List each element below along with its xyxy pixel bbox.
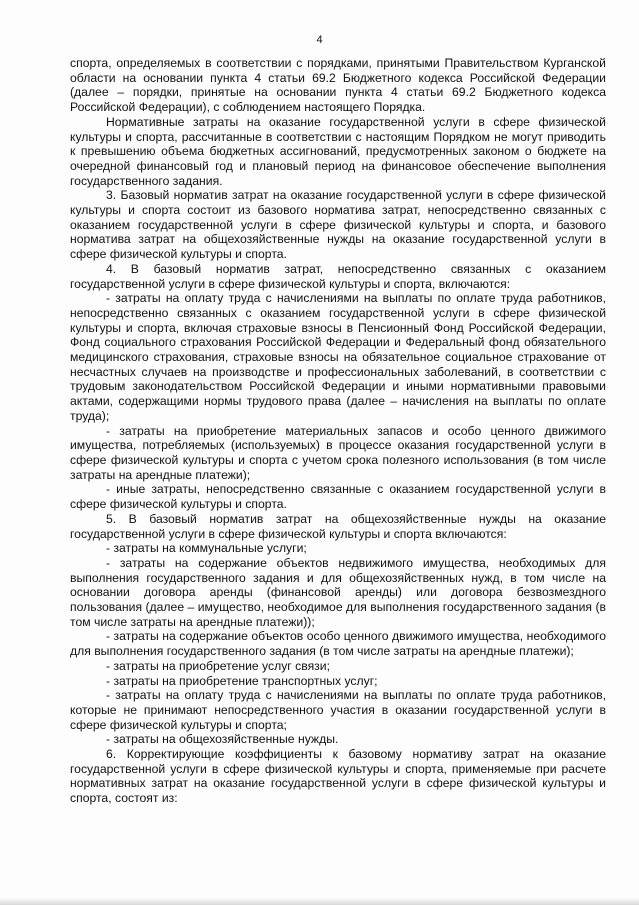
paragraph: 4. В базовый норматив затрат, непосредственно связанных с оказанием государственной услуги в сфере физической культуры и спорта, включаются: (70, 261, 606, 291)
paragraph: - затраты на коммунальные услуги; (106, 541, 307, 556)
paragraph: - затраты на приобретение материальных запасов и особо ценного движимого имущества, потребляемых (используемых) в процессе оказания государственной услуги в сфере физической культуры и спорта с учетом срока полезного использования (в том числе затраты на арендные платежи); (70, 423, 606, 482)
paragraph: - затраты на приобретение транспортных услуг; (106, 673, 378, 688)
page-bottom-edge (0, 897, 639, 905)
paragraph: - затраты на общехозяйственные нужды. (106, 732, 339, 747)
paragraph: 5. В базовый норматив затрат на общехозяйственные нужды на оказание государственной услуги в сфере физической культуры и спорта включаются: (70, 511, 606, 541)
paragraph: Нормативные затраты на оказание государственной услуги в сфере физической культуры и спорта, рассчитанные в соответствии с настоящим Порядком не могут приводить к превышению объема бюджетных ассигнований, предусмотренных законом о бюджете на очередной финансовый год и плановый период на финансовое обеспечение выполнения государственного задания. (70, 114, 606, 188)
paragraph: - затраты на содержание объектов недвижимого имущества, необходимых для выполнения государственного задания и для общехозяйственных нужд, в том числе на основании договора аренды (финансовой аренды) или договора безвозмездного пользования (далее – имущество, необходимое для выполнения государственного задания (в том числе затраты на арендные платежи)); (70, 555, 606, 629)
paragraph: - затраты на оплату труда с начислениями на выплаты по оплате труда работников, которые не принимают непосредственного участия в оказании государственной услуги в сфере физической культуры и спорта; (70, 688, 606, 732)
paragraph: 3. Базовый норматив затрат на оказание государственной услуги в сфере физической культуры и спорта состоит из базового норматива затрат, непосредственно связанных с оказанием государственной услуги в сфере физической культуры и спорта, и базового норматива затрат на общехозяйственные нужды на оказание государственной услуги в сфере физической культуры и спорта. (70, 188, 606, 262)
paragraph: - затраты на приобретение услуг связи; (106, 658, 330, 673)
paragraph: - затраты на содержание объектов особо ценного движимого имущества, необходимого для выполнения государственного задания (в том числе затраты на арендные платежи); (70, 629, 606, 659)
paragraph: 6. Корректирующие коэффициенты к базовому нормативу затрат на оказание государственной услуги в сфере физической культуры и спорта, применяемые при расчете нормативных затрат на оказание государственной услуги в сфере физической культуры и спорта, состоят из: (70, 747, 606, 806)
paragraph: спорта, определяемых в соответствии с порядками, принятыми Правительством Курганской области на основании пункта 4 статьи 69.2 Бюджетного кодекса Российской Федерации (далее – порядки, принятые на основании пункта 4 статьи 69.2 Бюджетного кодекса Российской Федерации), с соблюдением настоящего Порядка. (70, 56, 606, 115)
document-body (70, 56, 606, 806)
paragraph: - иные затраты, непосредственно связанные с оказанием государственной услуги в сфере физической культуры и спорта. (70, 482, 606, 512)
page-number: 4 (316, 34, 323, 46)
paragraph: - затраты на оплату труда с начислениями на выплаты по оплате труда работников, непосредственно связанных с оказанием государственной услуги в сфере физической культуры и спорта, включая страховые взносы в Пенсионный Фонд Российской Федерации, Фонд социального страхования Российской Федерации и Федеральный фонд обязательного медицинского страхования, страховые взносы на обязательное социальное страхование от несчастных случаев на производстве и профессиональных заболеваний, в соответствии с трудовым законодательством Российской Федерации и иными нормативными правовыми актами, содержащими нормы трудового права (далее – начисления на выплаты по оплате труда); (70, 291, 606, 423)
